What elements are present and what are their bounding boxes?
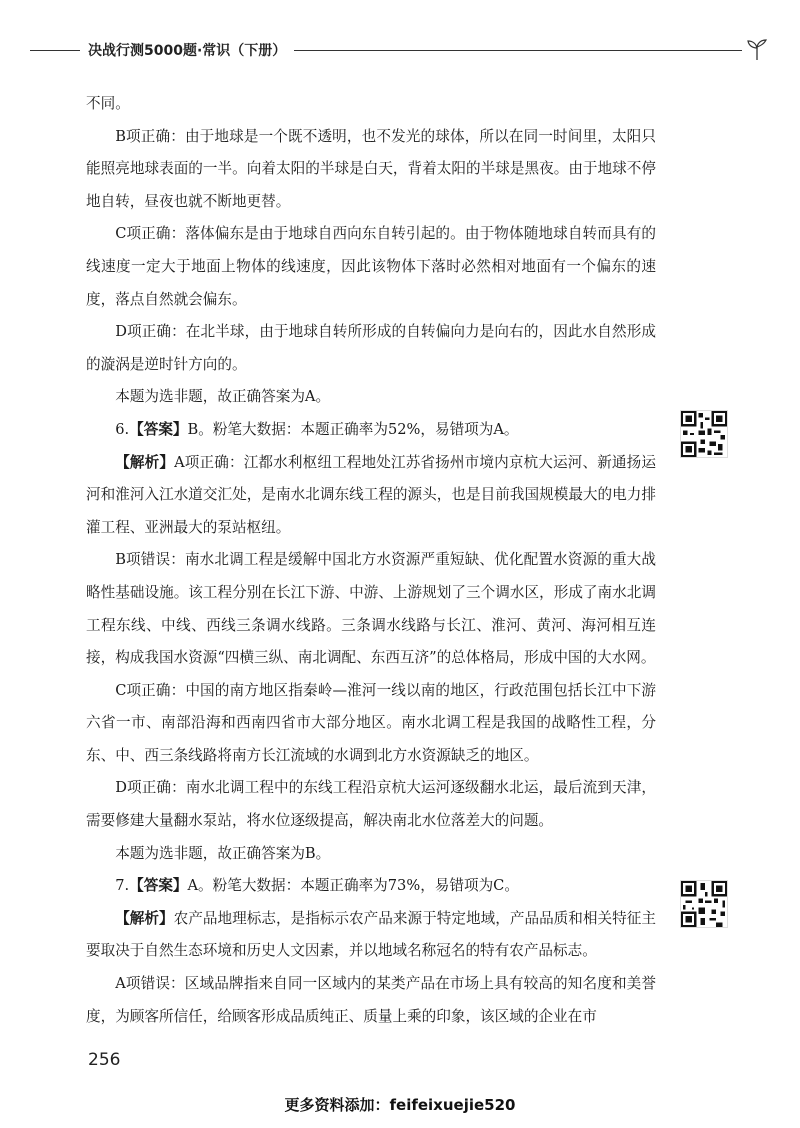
paragraph: A项错误：区域品牌指来自同一区域内的某类产品在市场上具有较高的知名度和美誉度，为顾客所信任，给顾客形成品质纯正、质量上乘的印象，该区域的企业在市 bbox=[86, 975, 656, 1025]
sprout-icon bbox=[744, 38, 770, 62]
analysis-text: A项正确：江都水利枢纽工程地处江苏省扬州市境内京杭大运河、新通扬运河和淮河入江水道交汇处，是南水北调东线工程的源头，也是目前我国规模最大的电力排灌工程、亚洲最大的泵站枢纽。 bbox=[86, 453, 656, 536]
header-rule-right bbox=[294, 50, 742, 51]
answer-line-q6 bbox=[86, 414, 656, 447]
analysis-line-q6 bbox=[86, 447, 656, 545]
paragraph: C项正确：中国的南方地区指秦岭—淮河一线以南的地区，行政范围包括长江中下游六省一市、南部沿海和西南四省市大部分地区。南水北调工程是我国的战略性工程，分东、中、西三条线路将南方长江流域的水调到北方水资源缺乏的地区。 bbox=[86, 681, 656, 764]
analysis-line-q7 bbox=[86, 903, 656, 968]
question-number: 7. bbox=[115, 877, 130, 895]
answer-text: A。粉笔大数据：本题正确率为73%，易错项为C。 bbox=[187, 877, 519, 895]
paragraph: B项正确：由于地球是一个既不透明，也不发光的球体，所以在同一时间里，太阳只能照亮地球表面的一半。向着太阳的半球是白天，背着太阳的半球是黑夜。由于地球不停地自转，昼夜也就不断地更替。 bbox=[86, 127, 656, 210]
answer-tag: 【答案】 bbox=[129, 420, 188, 438]
analysis-tag: 【解析】 bbox=[115, 453, 175, 471]
answer-tag: 【答案】 bbox=[129, 877, 188, 895]
analysis-tag: 【解析】 bbox=[115, 909, 174, 927]
qr-code-icon bbox=[681, 881, 727, 927]
book-title: 决战行测5000题·常识（下册） bbox=[88, 43, 287, 59]
footer-contact-note: 更多资料添加：feifeixuejie520 bbox=[284, 1096, 516, 1114]
paragraph: C项正确：落体偏东是由于地球自西向东自转引起的。由于物体随地球自转而具有的线速度一定大于地面上物体的线速度，因此该物体下落时必然相对地面有一个偏东的速度，落点自然就会偏东。 bbox=[86, 225, 656, 308]
paragraph: D项正确：在北半球，由于地球自转所形成的自转偏向力是向右的，因此水自然形成的漩涡是逆时针方向的。 bbox=[86, 323, 656, 373]
paragraph: 不同。 bbox=[86, 95, 130, 112]
question-number: 6. bbox=[115, 420, 130, 438]
answer-explanations bbox=[86, 88, 656, 1033]
page-number: 256 bbox=[88, 1050, 121, 1070]
answer-text: B。粉笔大数据：本题正确率为52%，易错项为A。 bbox=[187, 420, 519, 438]
paragraph: 本题为选非题，故正确答案为B。 bbox=[115, 844, 331, 862]
running-header bbox=[30, 38, 770, 62]
paragraph: D项正确：南水北调工程中的东线工程沿京杭大运河逐级翻水北运，最后流到天津，需要修建大量翻水泵站，将水位逐级提高，解决南北水位落差大的问题。 bbox=[86, 779, 656, 830]
header-rule-left bbox=[30, 50, 80, 51]
analysis-text: 农产品地理标志，是指标示农产品来源于特定地域，产品品质和相关特征主要取决于自然生态环境和历史人文因素，并以地域名称冠名的特有农产品标志。 bbox=[86, 909, 656, 960]
paragraph: B项错误：南水北调工程是缓解中国北方水资源严重短缺、优化配置水资源的重大战略性基础设施。该工程分别在长江下游、中游、上游规划了三个调水区，形成了南水北调工程东线、中线、西线三条调水线路。三条调水线路与长江、淮河、黄河、海河相互连接，构成我国水资源“四横三纵、南北调配、东西互济”的总体格局，形成中国的大水网。 bbox=[86, 551, 656, 667]
paragraph: 本题为选非题，故正确答案为A。 bbox=[115, 388, 331, 406]
qr-code-q7 bbox=[680, 880, 728, 928]
qr-code-q6 bbox=[680, 410, 728, 458]
qr-code-icon bbox=[681, 411, 727, 457]
answer-line-q7 bbox=[86, 870, 656, 903]
